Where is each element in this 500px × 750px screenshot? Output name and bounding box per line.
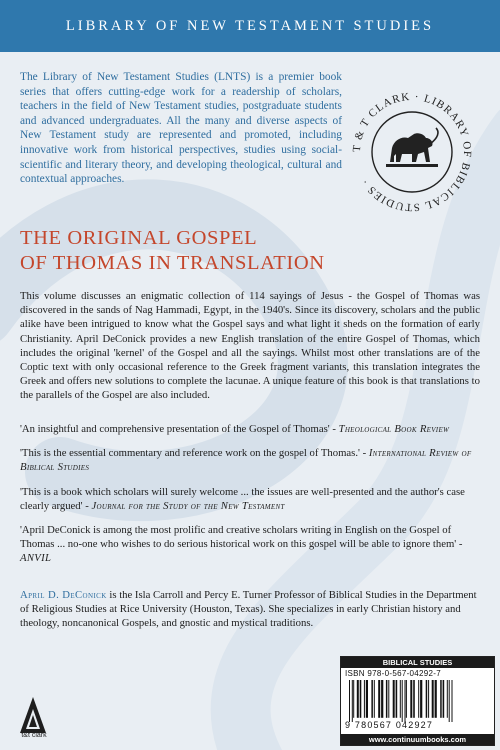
subject-label: BIBLICAL STUDIES xyxy=(341,657,494,668)
barcode-block xyxy=(340,656,495,746)
author-bio: April D. DeConick is the Isla Carroll and Percy E. Turner Professor of Biblical Studies in the Department of Religious Studies at Rice University (Houston, Texas). She specializes in early Christian history and theology, noncanonical Gospels, and gnostic and mystical traditions. xyxy=(20,589,477,630)
isbn-text: ISBN 978-0-567-04292-7 xyxy=(345,669,441,678)
barcode-bars xyxy=(345,680,490,722)
publisher-logo-text: t&t clark xyxy=(21,732,47,739)
author-name: April D. DeConick xyxy=(20,589,107,601)
review-quote: 'This is the essential commentary and reference work on the gospel of Thomas.' - International Review of Biblical Studies xyxy=(20,447,472,474)
book-description: This volume discusses an enigmatic collection of 114 sayings of Jesus - the Gospel of Thomas was discovered in the sands of Nag Hammadi, Egypt, in the 1940's. Since its discovery, scholars and the public alike have been intrigued to know what the Gospel says and what light it sheds on the formation of early Christianity. April DeConick provides a new English translation of the entire Gospel of Thomas, which includes the original 'kernel' of the Gospel and all the sayings. Whilst most other translations are of the Coptic text with only occasional reference to the Greek fragment variants, this translation integrates the Greek and offers new solutions to complete the lacunae. A unique feature of this book is that translations to the parallels of the Gospel are also included. xyxy=(20,290,480,402)
series-title: LIBRARY OF NEW TESTAMENT STUDIES xyxy=(65,17,435,34)
barcode-digits: 9 780567 042927 xyxy=(345,720,434,730)
book-title-line-2: OF THOMAS IN TRANSLATION xyxy=(20,252,325,274)
seal-text: T & T CLARK · LIBRARY OF BIBLICAL STUDIES · xyxy=(350,90,474,214)
lion-icon xyxy=(386,128,438,167)
publisher-seal-logo xyxy=(342,82,482,222)
book-title xyxy=(20,226,480,276)
publisher-url: www.continuumbooks.com xyxy=(341,734,494,745)
review-source: Journal for the Study of the New Testament xyxy=(91,499,285,512)
review-quote: 'This is a book which scholars will surely welcome ... the issues are well-presented and the author's case clearly argued' - Journal for the Study of the New Testament xyxy=(20,485,465,512)
book-title-line-1: THE ORIGINAL GOSPEL xyxy=(20,227,258,249)
review-quote: 'April DeConick is among the most prolific and creative scholars writing in English on the Gospel of Thomas ... no-one who wishes to do serious historical work on this gospel will be able to ignore them' - ANVIL xyxy=(20,524,463,565)
review-source: International Review of Biblical Studies xyxy=(20,447,472,474)
series-banner xyxy=(0,0,500,52)
review-source: ANVIL xyxy=(20,552,52,565)
review-source: Theological Book Review xyxy=(338,423,450,435)
series-description: The Library of New Testament Studies (LNTS) is a premier book series that offers cutting-edge work for a readership of scholars, teachers in the field of New Testament studies, postgraduate students and advanced undergraduates. All the many and diverse aspects of New Testament study are represented and promoted, including innovative work from historical perspectives, studies using social-scientific and literary theory, and developing theological, cultural and contextual approaches. xyxy=(20,71,342,186)
review-quote: 'An insightful and comprehensive presentation of the Gospel of Thomas' - Theological Book Review xyxy=(20,423,450,435)
reviews-section xyxy=(20,422,480,576)
